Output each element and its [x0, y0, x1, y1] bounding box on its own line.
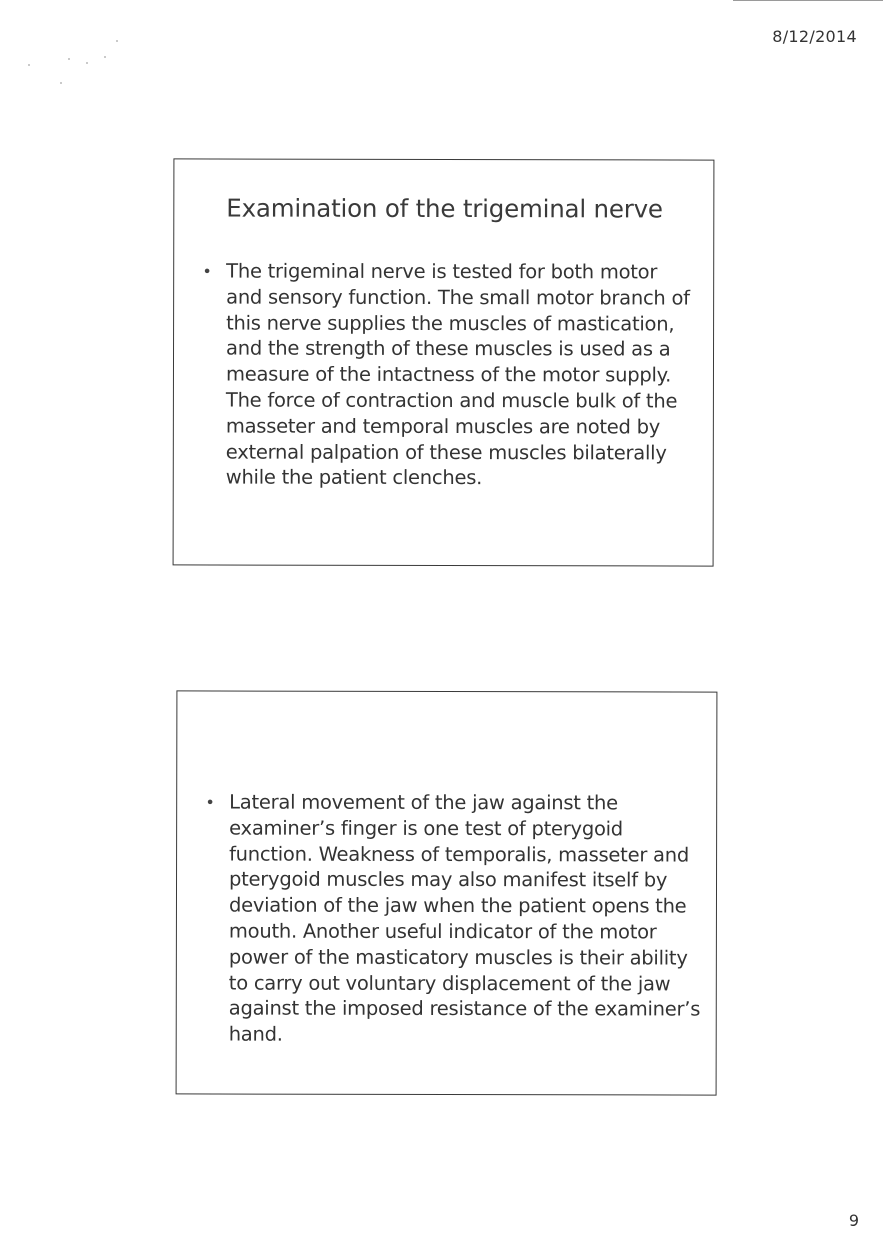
slide-trigeminal-exam	[173, 158, 715, 566]
bullet-item	[207, 789, 703, 1048]
scan-edge-line	[733, 0, 883, 1]
speck	[60, 82, 62, 84]
speck	[116, 40, 118, 42]
bullet-item	[204, 258, 694, 491]
speck	[86, 62, 88, 64]
speck	[68, 58, 70, 60]
slide-pterygoid-function	[176, 690, 718, 1095]
page-date: 8/12/2014	[772, 27, 857, 46]
speck	[28, 64, 30, 66]
bullet-text: Lateral movement of the jaw against the examiner’s finger is one test of pterygoid function. Weakness of temporalis, masseter and pterygoid muscles may also manifest itself by deviation of the jaw when the patient opens the mouth. Another useful indicator of the motor power of the masticatory muscles is their ability to carry out voluntary displacement of the jaw against the imposed resistance of the examiner’s hand.	[228, 790, 701, 1046]
bullet-text: The trigeminal nerve is tested for both motor and sensory function. The small motor branch of this nerve supplies the muscles of mastication, and the strength of these muscles is used as a measure of the intactness of the motor supply. The force of contraction and muscle bulk of the masseter and temporal muscles are noted by external palpation of these muscles bilaterally while the patient clenches.	[225, 259, 690, 490]
speck	[104, 56, 106, 58]
page-number: 9	[848, 1211, 859, 1230]
slide-title: Examination of the trigeminal nerve	[226, 193, 663, 224]
scan-specks	[20, 30, 130, 90]
bullet-dot-icon: •	[207, 792, 214, 812]
bullet-dot-icon: •	[204, 261, 211, 281]
